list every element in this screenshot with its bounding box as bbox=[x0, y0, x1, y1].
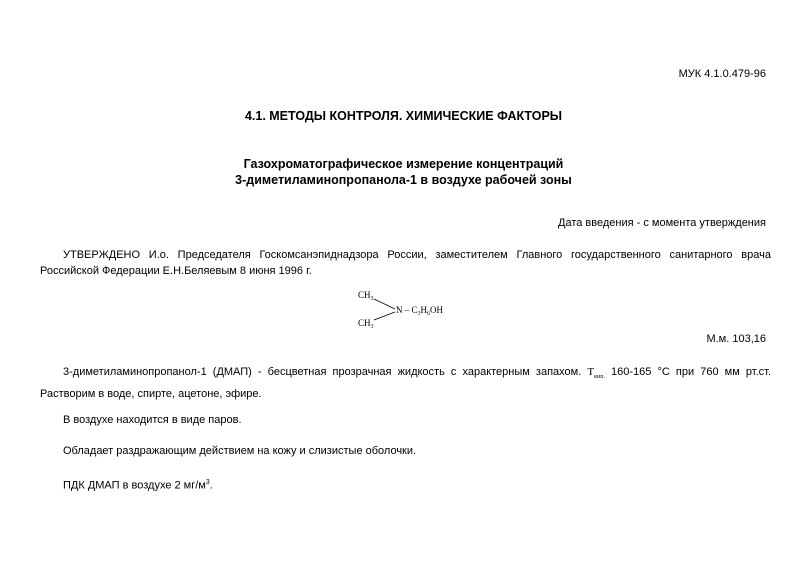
structural-formula bbox=[350, 286, 470, 332]
state-paragraph: В воздухе находится в виде паров. bbox=[63, 414, 242, 426]
pdk-end: . bbox=[209, 479, 213, 492]
pdk-text: ПДК ДМАП в воздухе 2 мг/м bbox=[63, 479, 206, 492]
introduction-date: Дата введения - с момента утверждения bbox=[558, 217, 766, 229]
pdk-paragraph bbox=[63, 475, 213, 494]
formula-bond-top bbox=[374, 299, 395, 309]
boiling-point-symbol: $T_{кип.}$ bbox=[587, 366, 605, 381]
formula-top-group: $CH_3$ bbox=[358, 290, 374, 302]
irritation-paragraph: Обладает раздражающим действием на кожу и слизистые оболочки. bbox=[63, 445, 417, 457]
document-number: МУК 4.1.0.479-96 bbox=[678, 68, 766, 80]
formula-bottom-group: $CH_3$ bbox=[358, 318, 374, 330]
document-title-line-2: 3-диметиламинопропанола-1 в воздухе рабочей зоны bbox=[235, 173, 572, 187]
formula-bond-bottom bbox=[374, 312, 395, 320]
formula-chain: N – $C_3H_6OH$ bbox=[396, 305, 444, 317]
document-title bbox=[0, 156, 807, 188]
properties-paragraph bbox=[40, 364, 771, 403]
approval-paragraph: УТВЕРЖДЕНО И.о. Председателя Госкомсанэпиднадзора России, заместителем Главного государственного санитарного врача Российской Федерации Е.Н.Беляевым 8 июня 1996 г. bbox=[40, 249, 771, 277]
properties-text-before: 3-диметиламинопропанол-1 (ДМАП) - бесцветная прозрачная жидкость с характерным запахом. bbox=[63, 366, 582, 378]
document-title-line-1: Газохроматографическое измерение концентраций bbox=[243, 157, 564, 171]
molar-mass: М.м. 103,16 bbox=[706, 333, 766, 345]
section-title: 4.1. МЕТОДЫ КОНТРОЛЯ. ХИМИЧЕСКИЕ ФАКТОРЫ bbox=[244, 109, 563, 123]
properties-text-after: 160-165 °С при 760 мм рт.ст. Растворим в воде, спирте, ацетоне, эфире. bbox=[40, 366, 771, 401]
pdk-unit-exponent: 3 bbox=[205, 479, 210, 486]
